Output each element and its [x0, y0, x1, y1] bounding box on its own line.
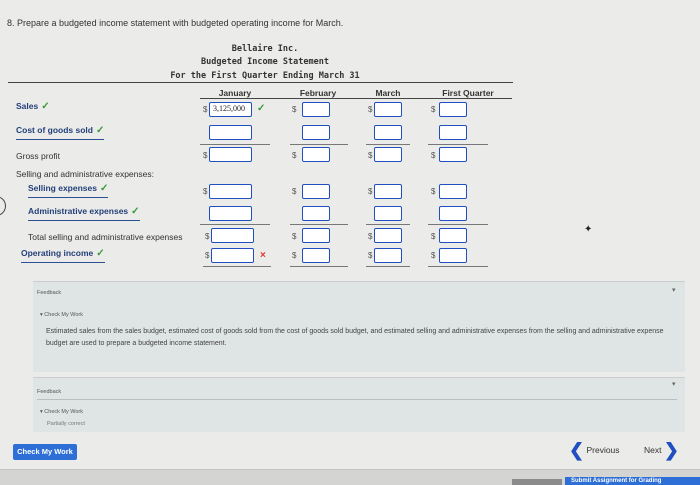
- dollar-sign: $: [205, 251, 210, 260]
- row-label-sales: Sales ✓: [16, 101, 50, 112]
- dollar-sign: $: [431, 105, 436, 114]
- row-rule: [203, 266, 271, 267]
- check-my-work-toggle[interactable]: ▾ Check My Work: [40, 312, 84, 318]
- q1-operating-income-input[interactable]: [439, 248, 467, 263]
- row-label-operating-income: Operating income ✓: [21, 248, 105, 263]
- mar-sales-input[interactable]: [374, 102, 402, 117]
- check-icon: ✓: [99, 183, 109, 194]
- dollar-sign: $: [203, 105, 208, 114]
- row-label-admin: Administrative expenses ✓: [28, 206, 140, 221]
- feb-total-sga-input[interactable]: [302, 228, 330, 243]
- dollar-sign: $: [431, 251, 436, 260]
- mar-total-sga-input[interactable]: [374, 228, 402, 243]
- dollar-sign: $: [368, 251, 373, 260]
- check-my-work-toggle[interactable]: ▾ Check My Work: [40, 409, 84, 415]
- column-header-rule: [200, 98, 512, 99]
- dollar-sign: $: [368, 232, 373, 241]
- dollar-sign: $: [431, 187, 436, 196]
- check-icon: ✓: [131, 206, 140, 217]
- dollar-sign: $: [203, 187, 208, 196]
- q1-admin-input[interactable]: [439, 206, 467, 221]
- company-name: Bellaire Inc.: [231, 44, 299, 54]
- feb-gross-profit-input[interactable]: [302, 147, 330, 162]
- row-label-cogs: Cost of goods sold ✓: [16, 125, 104, 140]
- feedback-panel: [33, 377, 685, 432]
- mouse-cursor-icon: ✦: [584, 224, 593, 235]
- dollar-sign: $: [292, 105, 297, 114]
- q1-selling-input[interactable]: [439, 184, 467, 199]
- mar-operating-income-input[interactable]: [374, 248, 402, 263]
- dollar-sign: $: [292, 151, 297, 160]
- chevron-right-icon: ❯: [663, 440, 679, 460]
- feb-selling-input[interactable]: [302, 184, 330, 199]
- col-january: January: [218, 88, 252, 98]
- row-rule: [366, 266, 410, 267]
- row-rule: [290, 144, 348, 145]
- row-label-gross-profit: Gross profit: [16, 151, 60, 161]
- dollar-sign: $: [368, 105, 373, 114]
- submit-assignment-button[interactable]: Submit Assignment for Grading: [565, 477, 700, 485]
- jan-admin-input[interactable]: [209, 206, 252, 221]
- feb-cogs-input[interactable]: [302, 125, 330, 140]
- dollar-sign: $: [431, 151, 436, 160]
- row-rule: [428, 224, 488, 225]
- cross-icon: ×: [260, 250, 266, 261]
- feedback-status: Partially correct: [47, 421, 85, 427]
- mar-selling-input[interactable]: [374, 184, 402, 199]
- statement-period: For the First Quarter Ending March 31: [170, 71, 360, 81]
- feb-sales-input[interactable]: [302, 102, 330, 117]
- check-icon: ✓: [95, 125, 105, 136]
- q1-total-sga-input[interactable]: [439, 228, 467, 243]
- chevron-left-icon: ❮: [569, 440, 585, 460]
- jan-cogs-input[interactable]: [209, 125, 252, 140]
- check-icon: ✓: [41, 101, 50, 112]
- dollar-sign: $: [292, 232, 297, 241]
- col-first-quarter: First Quarter: [442, 88, 494, 98]
- mar-gross-profit-input[interactable]: [374, 147, 402, 162]
- row-rule: [290, 224, 348, 225]
- row-rule: [366, 224, 410, 225]
- row-rule: [200, 224, 270, 225]
- dollar-sign: $: [205, 232, 210, 241]
- jan-total-sga-input[interactable]: [211, 228, 254, 243]
- feedback-text: Estimated sales from the sales budget, estimated cost of goods sold from the cost of goods sold budget, and estimated selling and administrative expenses from the selling and administrative expense budget are used to prepare a budgeted income statement.: [46, 328, 664, 347]
- row-label-sga-header: Selling and administrative expenses:: [16, 169, 154, 179]
- jan-gross-profit-input[interactable]: [209, 147, 252, 162]
- collapse-caret-icon[interactable]: ▾: [672, 287, 676, 294]
- row-label-total-sga: Total selling and administrative expenses: [28, 232, 183, 242]
- q1-cogs-input[interactable]: [439, 125, 467, 140]
- row-rule: [366, 144, 410, 145]
- row-rule: [290, 266, 348, 267]
- col-february: February: [299, 88, 337, 98]
- dollar-sign: $: [292, 187, 297, 196]
- left-bracket: [0, 196, 6, 216]
- feb-operating-income-input[interactable]: [302, 248, 330, 263]
- q1-sales-input[interactable]: [439, 102, 467, 117]
- statement-title: Budgeted Income Statement: [201, 57, 329, 67]
- jan-selling-input[interactable]: [209, 184, 252, 199]
- jan-operating-income-input[interactable]: [211, 248, 254, 263]
- row-rule: [428, 144, 488, 145]
- check-icon: ✓: [96, 248, 105, 259]
- check-icon: ✓: [257, 103, 266, 114]
- previous-button[interactable]: ❮ Previous: [569, 440, 620, 460]
- mar-cogs-input[interactable]: [374, 125, 402, 140]
- check-my-work-button[interactable]: Check My Work: [13, 444, 77, 460]
- col-march: March: [375, 88, 401, 98]
- question-title: 8. Prepare a budgeted income statement with budgeted operating income for March.: [7, 18, 344, 28]
- next-button[interactable]: Next ❯: [644, 440, 679, 460]
- mar-admin-input[interactable]: [374, 206, 402, 221]
- collapse-caret-icon[interactable]: ▾: [672, 381, 676, 388]
- feb-admin-input[interactable]: [302, 206, 330, 221]
- dollar-sign: $: [203, 151, 208, 160]
- row-label-selling: Selling expenses ✓: [28, 183, 108, 198]
- feedback-label: Feedback: [37, 290, 62, 296]
- dollar-sign: $: [368, 151, 373, 160]
- row-rule: [200, 144, 270, 145]
- dollar-sign: $: [292, 251, 297, 260]
- jan-sales-input[interactable]: 3,125,000: [209, 102, 252, 117]
- dollar-sign: $: [368, 187, 373, 196]
- header-rule: [8, 82, 513, 83]
- q1-gross-profit-input[interactable]: [439, 147, 467, 162]
- feedback-label: Feedback: [37, 389, 62, 395]
- row-rule: [428, 266, 488, 267]
- secondary-button[interactable]: [512, 479, 562, 485]
- feedback-divider: [37, 399, 677, 400]
- dollar-sign: $: [431, 232, 436, 241]
